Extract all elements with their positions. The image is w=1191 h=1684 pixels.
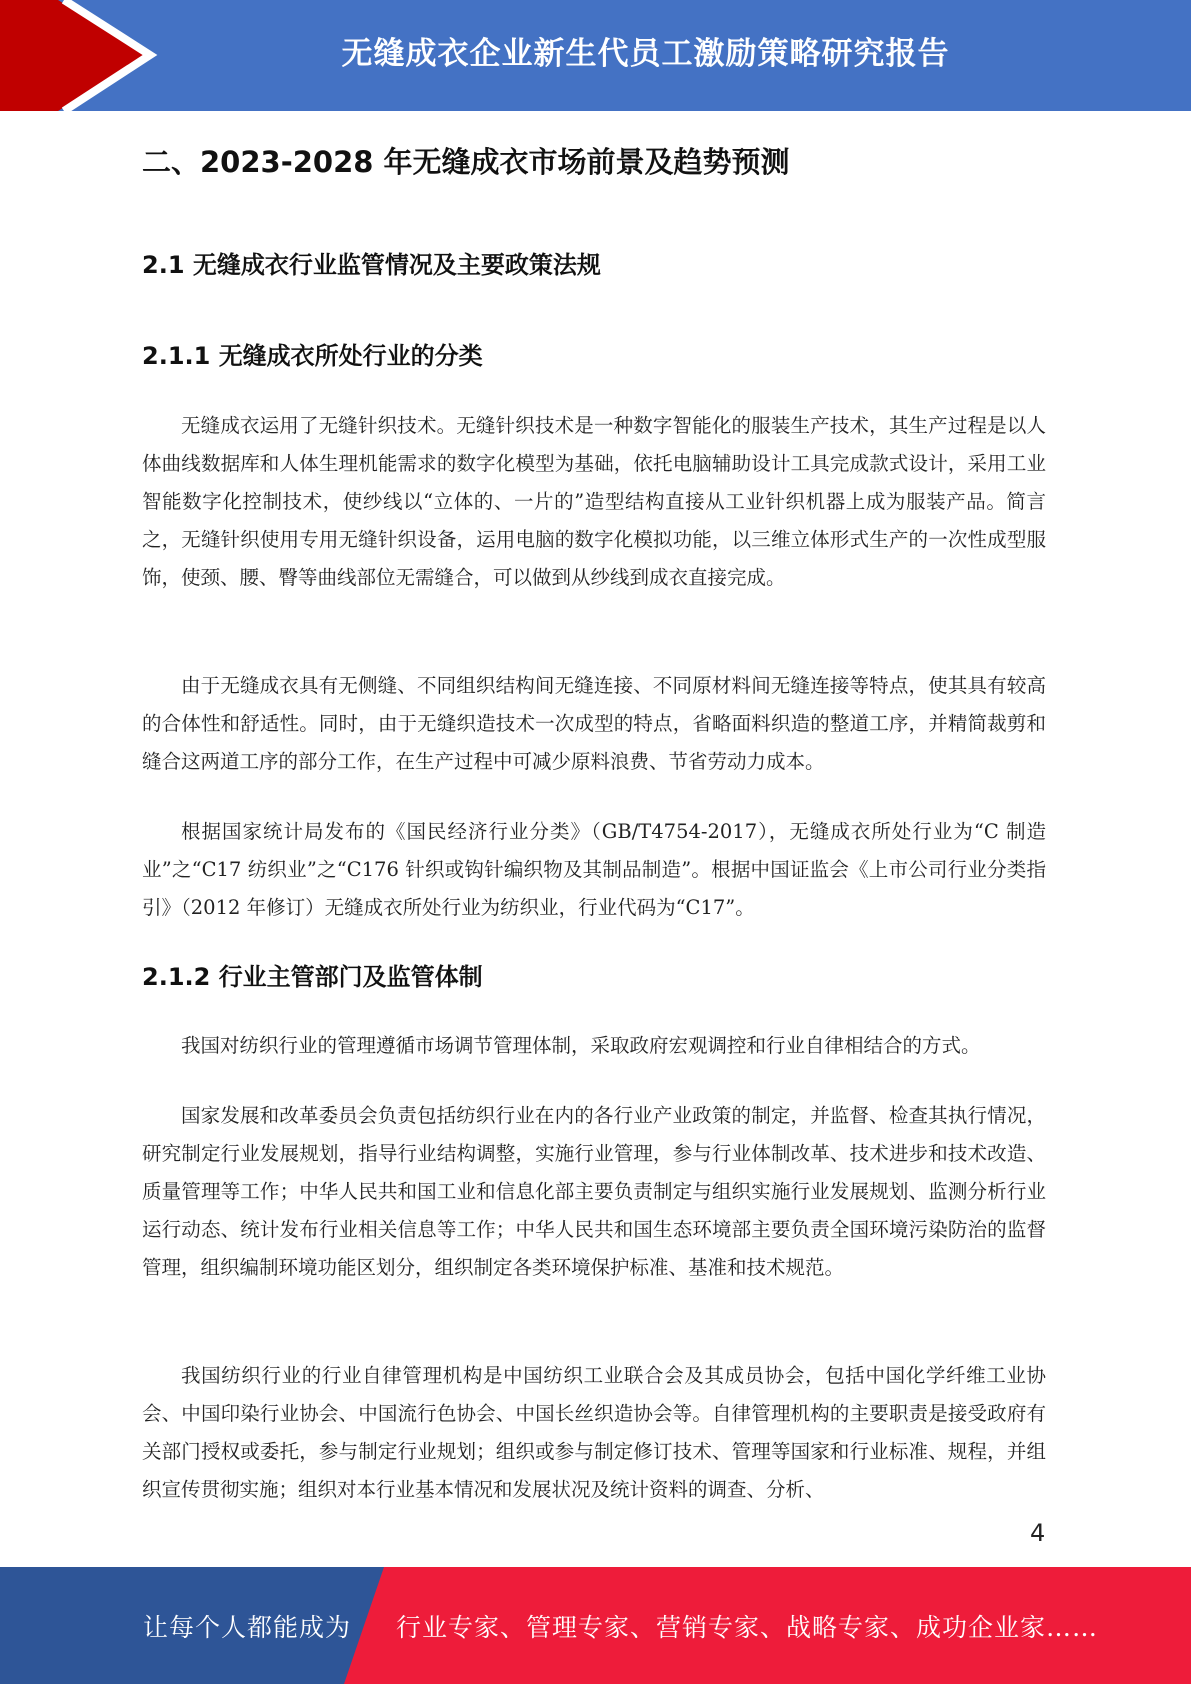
- page-header: [0, 0, 1191, 111]
- page-number: 4: [1030, 1519, 1046, 1547]
- report-title: 无缝成衣企业新生代员工激励策略研究报告: [341, 36, 950, 72]
- footer-slogan-left: 让每个人都能成为: [143, 1612, 352, 1642]
- paragraph: 根据国家统计局发布的《国民经济行业分类》（GB/T4754-2017），无缝成衣所处行业为“C 制造业”之“C17 纺织业”之“C176 针织或钩针编织物及其制品制造”。根据中国证监会《上市公司行业分类指引》（2012 年修订）无缝成衣所处行业为纺织业，行业代码为“C17”。: [142, 820, 1046, 919]
- header-arrow-decoration: [0, 0, 160, 111]
- paragraph: 我国纺织行业的行业自律管理机构是中国纺织工业联合会及其成员协会，包括中国化学纤维工业协会、中国印染行业协会、中国流行色协会、中国长丝织造协会等。自律管理机构的主要职责是接受政府有关部门授权或委托，参与制定行业规划；组织或参与制定修订技术、管理等国家和行业标准、规程，并组织宣传贯彻实施；组织对本行业基本情况和发展状况及统计资料的调查、分析、: [142, 1364, 1046, 1501]
- section-heading-2-1: 2.1 无缝成衣行业监管情况及主要政策法规: [142, 251, 601, 279]
- section-heading-1: 二、2023-2028 年无缝成衣市场前景及趋势预测: [142, 145, 790, 179]
- paragraph: 我国对纺织行业的管理遵循市场调节管理体制，采取政府宏观调控和行业自律相结合的方式。: [181, 1034, 981, 1057]
- page-footer: [0, 1567, 1191, 1684]
- paragraph: 由于无缝成衣具有无侧缝、不同组织结构间无缝连接、不同原材料间无缝连接等特点，使其具有较高的合体性和舒适性。同时，由于无缝织造技术一次成型的特点，省略面料织造的整道工序，并精简裁剪和缝合这两道工序的部分工作，在生产过程中可减少原料浪费、节省劳动力成本。: [142, 674, 1046, 773]
- footer-slogan-right: 行业专家、管理专家、营销专家、战略专家、成功企业家……: [396, 1612, 1099, 1642]
- paragraph: 国家发展和改革委员会负责包括纺织行业在内的各行业产业政策的制定，并监督、检查其执行情况，研究制定行业发展规划，指导行业结构调整，实施行业管理，参与行业体制改革、技术进步和技术改造、质量管理等工作；中华人民共和国工业和信息化部主要负责制定与组织实施行业发展规划、监测分析行业运行动态、统计发布行业相关信息等工作；中华人民共和国生态环境部主要负责全国环境污染防治的监督管理，组织编制环境功能区划分，组织制定各类环境保护标准、基准和技术规范。: [142, 1104, 1046, 1279]
- section-heading-2-1-2: 2.1.2 行业主管部门及监管体制: [142, 963, 483, 991]
- paragraph: 无缝成衣运用了无缝针织技术。无缝针织技术是一种数字智能化的服装生产技术，其生产过程是以人体曲线数据库和人体生理机能需求的数字化模型为基础，依托电脑辅助设计工具完成款式设计，采用工业智能数字化控制技术，使纱线以“立体的、一片的”造型结构直接从工业针织机器上成为服装产品。简言之，无缝针织使用专用无缝针织设备，运用电脑的数字化模拟功能，以三维立体形式生产的一次性成型服饰，使颈、腰、臀等曲线部位无需缝合，可以做到从纱线到成衣直接完成。: [142, 414, 1046, 589]
- section-heading-2-1-1: 2.1.1 无缝成衣所处行业的分类: [142, 342, 483, 370]
